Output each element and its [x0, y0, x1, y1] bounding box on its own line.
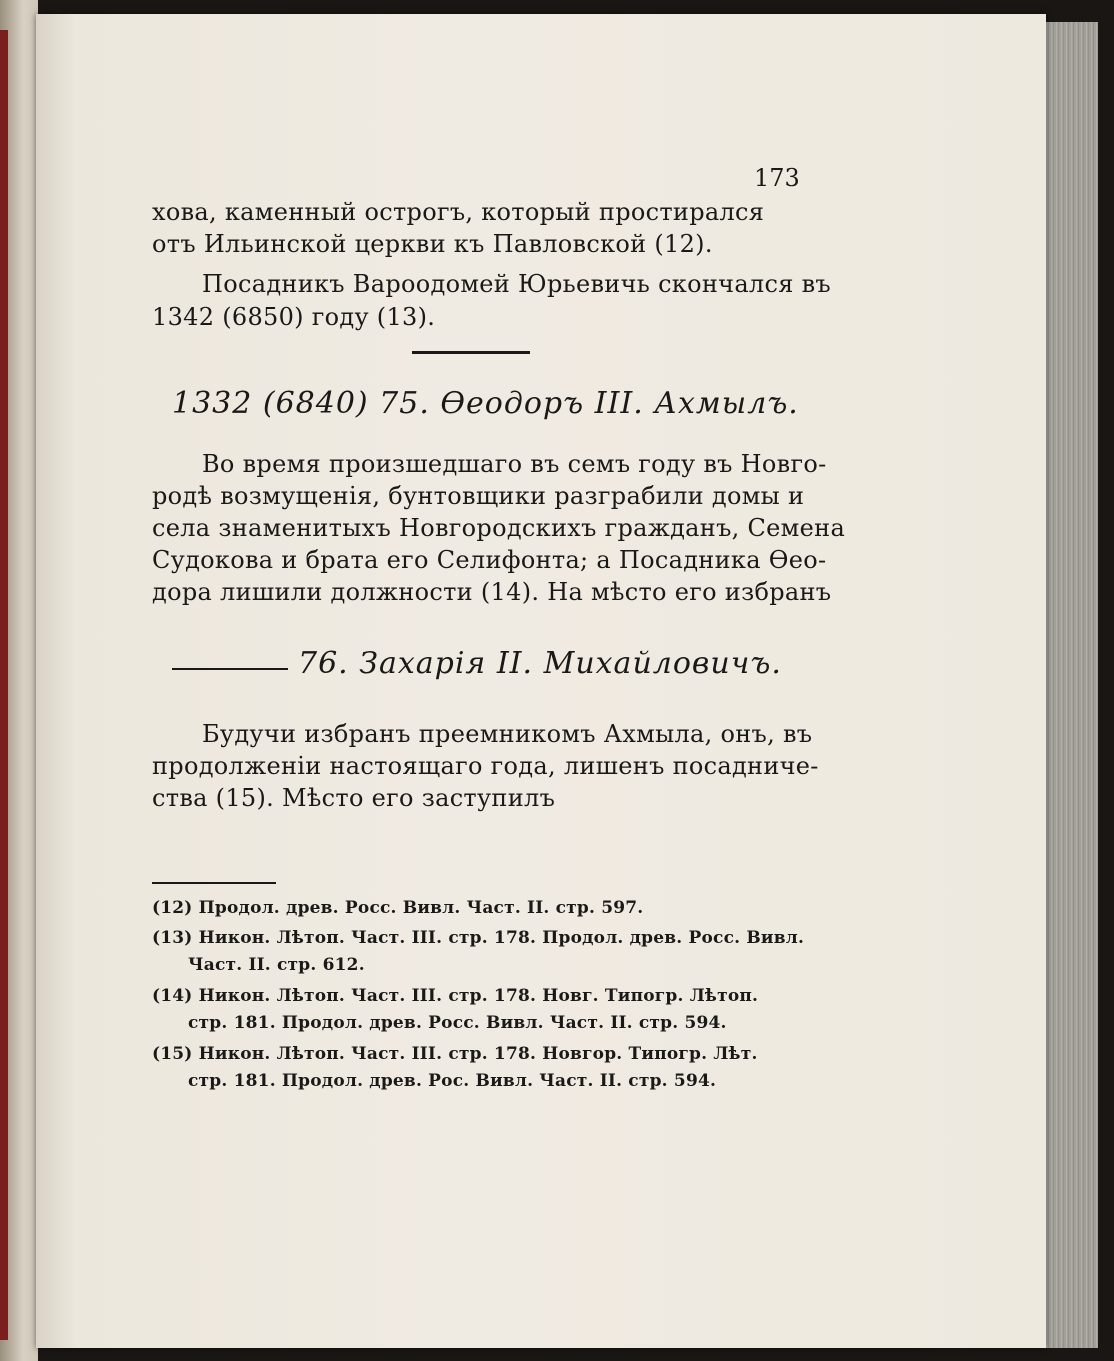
footnote-divider [152, 882, 276, 884]
footnote-13-line-2: Част. II. стр. 612. [188, 955, 365, 975]
paragraph-3-line-5: дора лишили должности (14). На мѣсто его избранъ [152, 578, 832, 606]
section-divider [412, 351, 530, 354]
book-cover-edge [0, 30, 8, 1340]
paragraph-4-line-3: ства (15). Мѣсто его заступилъ [152, 784, 556, 812]
footnote-14-line-2: стр. 181. Продол. древ. Росс. Вивл. Част. II. стр. 594. [188, 1013, 727, 1033]
book-page [36, 14, 1046, 1348]
paragraph-4-line-1: Будучи избранъ преемникомъ Ахмыла, онъ, въ [202, 720, 813, 748]
paragraph-2-line-2: 1342 (6850) году (13). [152, 303, 436, 331]
footnote-15-line-1: (15) Никон. Лѣтоп. Част. III. стр. 178. Новгор. Типогр. Лѣт. [152, 1044, 758, 1064]
heading-lead-dash [172, 668, 288, 670]
paragraph-3-line-4: Судокова и брата его Селифонта; а Посадника Өео- [152, 546, 827, 574]
footnote-15-line-2: стр. 181. Продол. древ. Рос. Вивл. Част. II. стр. 594. [188, 1071, 717, 1091]
paragraph-3-line-2: родѣ возмущенія, бунтовщики разграбили домы и [152, 482, 805, 510]
section-heading-76: 76. Захарія II. Михайловичъ. [298, 646, 782, 681]
paragraph-1-line-2: отъ Ильинской церкви къ Павловской (12). [152, 230, 713, 258]
paragraph-4-line-2: продолженіи настоящаго года, лишенъ посадниче- [152, 752, 819, 780]
footnote-14-line-1: (14) Никон. Лѣтоп. Част. III. стр. 178. Новг. Типогр. Лѣтоп. [152, 986, 759, 1006]
section-heading-75: 1332 (6840) 75. Өеодоръ III. Ахмылъ. [172, 386, 799, 421]
paragraph-1-line-1: хова, каменный острогъ, который простирался [152, 198, 765, 226]
footnote-13-line-1: (13) Никон. Лѣтоп. Част. III. стр. 178. Продол. древ. Росс. Вивл. [152, 928, 805, 948]
paragraph-2-line-1: Посадникъ Вароодомей Юрьевичь скончался въ [202, 270, 831, 298]
paragraph-3-line-3: села знаменитыхъ Новгородскихъ гражданъ, Семена [152, 514, 846, 542]
footnote-12: (12) Продол. древ. Росс. Вивл. Част. II. стр. 597. [152, 898, 644, 918]
page-stack-edge [1040, 22, 1098, 1348]
page-number: 173 [754, 164, 800, 192]
paragraph-3-line-1: Во время произшедшаго въ семъ году въ Новго- [202, 450, 827, 478]
